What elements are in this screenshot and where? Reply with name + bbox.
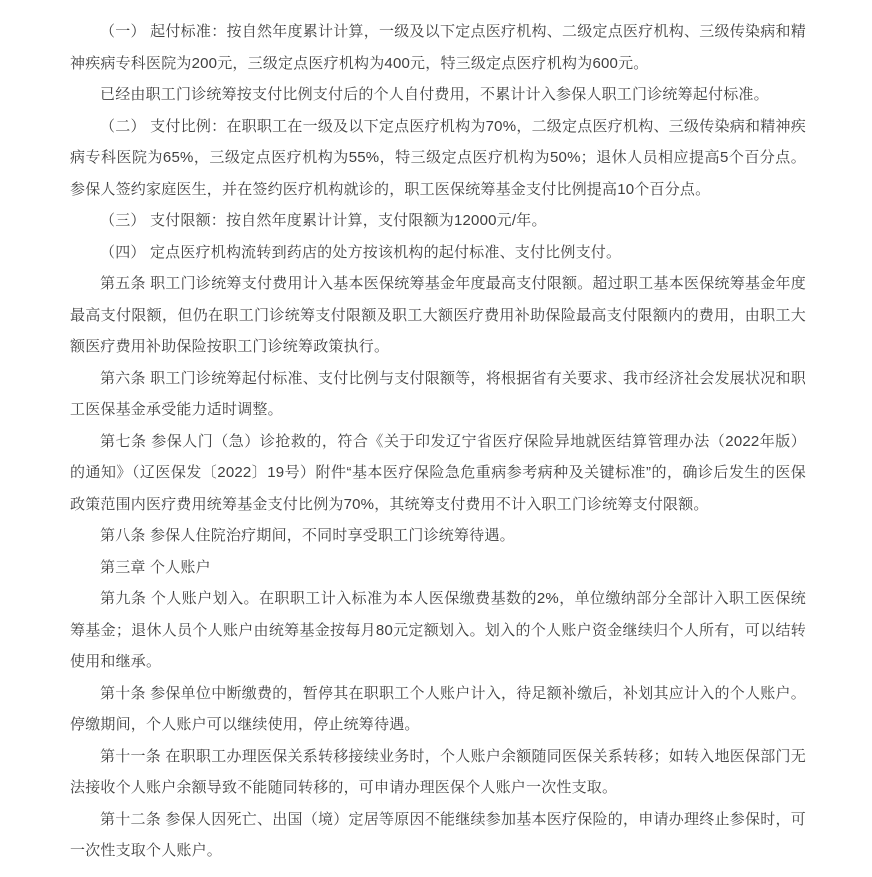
article-8: 第八条 参保人住院治疗期间，不同时享受职工门诊统筹待遇。 <box>100 527 515 544</box>
article-6: 第六条 职工门诊统筹起付标准、支付比例与支付限额等，将根据省有关要求、我市经济社会发展状况和职工医保基金承受能力适时调整。 <box>70 369 806 418</box>
clause-2-payment-ratio: （二） 支付比例：在职职工在一级及以下定点医疗机构为70%，二级定点医疗机构、三级传染病和精神疾病专科医院为65%，三级定点医疗机构为55%，特三级定点医疗机构为50%；退休人员相应提高5个百分点。参保人签约家庭医生，并在签约医疗机构就诊的，职工医保统筹基金支付比例提高10个百分点。 <box>70 117 806 198</box>
article-7: 第七条 参保人门（急）诊抢救的，符合《关于印发辽宁省医疗保险异地就医结算管理办法（2022年版）的通知》（辽医保发〔2022〕19号）附件“基本医疗保险急危重病参考病种及关键标准”的，确诊后发生的医保政策范围内医疗费用统筹基金支付比例为70%，其统筹支付费用不计入职工门诊统筹支付限额。 <box>70 432 806 513</box>
article-12: 第十二条 参保人因死亡、出国（境）定居等原因不能继续参加基本医疗保险的，申请办理终止参保时，可一次性支取个人账户。 <box>70 810 806 859</box>
clause-4-pharmacy-prescription: （四） 定点医疗机构流转到药店的处方按该机构的起付标准、支付比例支付。 <box>100 243 622 261</box>
chapter-3-heading: 第三章 个人账户 <box>100 558 211 576</box>
article-11: 第十一条 在职职工办理医保关系转移接续业务时，个人账户余额随同医保关系转移；如转入地医保部门无法接收个人账户余额导致不能随同转移的，可申请办理医保个人账户一次性支取。 <box>70 747 806 796</box>
clause-3-payment-limit: （三） 支付限额：按自然年度累计计算，支付限额为12000元/年。 <box>100 212 547 229</box>
article-10: 第十条 参保单位中断缴费的，暂停其在职职工个人账户计入，待足额补缴后，补划其应计入的个人账户。停缴期间，个人账户可以继续使用，停止统筹待遇。 <box>70 684 806 733</box>
article-5: 第五条 职工门诊统筹支付费用计入基本医保统筹基金年度最高支付限额。超过职工基本医保统筹基金年度最高支付限额，但仍在职工门诊统筹支付限额及职工大额医疗费用补助保险最高支付限额内的费用，由职工大额医疗费用补助保险按职工门诊统筹政策执行。 <box>70 275 806 355</box>
clause-1-note: 已经由职工门诊统筹按支付比例支付后的个人自付费用，不累计计入参保人职工门诊统筹起付标准。 <box>100 86 769 103</box>
clause-1-deductible-standard: （一） 起付标准：按自然年度累计计算，一级及以下定点医疗机构、二级定点医疗机构、三级传染病和精神疾病专科医院为200元，三级定点医疗机构为400元，特三级定点医疗机构为600元。 <box>70 23 806 72</box>
article-9: 第九条 个人账户划入。在职职工计入标准为本人医保缴费基数的2%，单位缴纳部分全部计入职工医保统筹基金；退休人员个人账户由统筹基金按每月80元定额划入。划入的个人账户资金继续归个人所有，可以结转使用和继承。 <box>70 590 806 670</box>
